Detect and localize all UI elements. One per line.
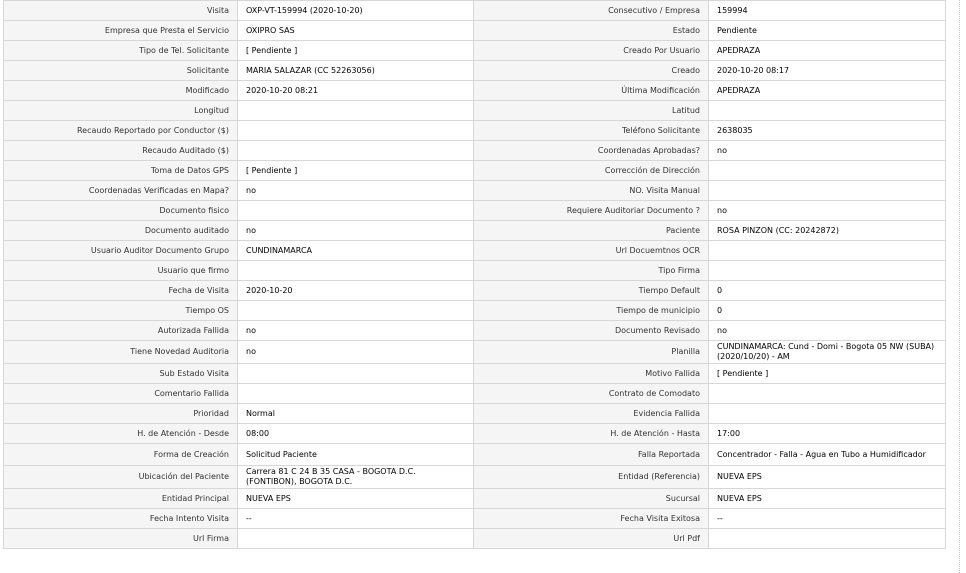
field-value: CUNDINAMARCA <box>238 241 474 261</box>
field-value: NUEVA EPS <box>709 466 946 489</box>
field-label: Última Modificación <box>474 81 709 101</box>
table-row <box>4 61 946 81</box>
field-label: Contrato de Comodato <box>474 384 709 404</box>
field-label: Creado Por Usuario <box>474 41 709 61</box>
field-label: Empresa que Presta el Servicio <box>4 21 238 41</box>
field-label: Fecha de Visita <box>4 281 238 301</box>
field-value: 0 <box>709 281 946 301</box>
table-row <box>4 301 946 321</box>
field-label: Teléfono Solicitante <box>474 121 709 141</box>
field-label: Sub Estado Visita <box>4 364 238 384</box>
field-value: 159994 <box>709 1 946 21</box>
table-row <box>4 404 946 424</box>
field-label: Tipo Firma <box>474 261 709 281</box>
field-value <box>238 364 474 384</box>
field-value: [ Pendiente ] <box>238 41 474 61</box>
table-row <box>4 41 946 61</box>
field-label: Evidencia Fallida <box>474 404 709 424</box>
field-value <box>709 241 946 261</box>
field-value <box>709 101 946 121</box>
field-label: Usuario que firmo <box>4 261 238 281</box>
field-value: -- <box>709 509 946 529</box>
visit-detail-body <box>4 1 946 549</box>
field-value <box>709 404 946 424</box>
field-value <box>709 181 946 201</box>
field-value: OXP-VT-159994 (2020-10-20) <box>238 1 474 21</box>
field-label: Recaudo Auditado ($) <box>4 141 238 161</box>
field-label: Entidad Principal <box>4 489 238 509</box>
table-row <box>4 261 946 281</box>
field-label: Motivo Fallida <box>474 364 709 384</box>
field-value: APEDRAZA <box>709 41 946 61</box>
field-label: Coordenadas Verificadas en Mapa? <box>4 181 238 201</box>
field-value: no <box>238 321 474 341</box>
field-value <box>238 261 474 281</box>
table-row <box>4 21 946 41</box>
field-label: Planilla <box>474 341 709 364</box>
page-edge-divider <box>959 0 960 573</box>
field-label: Tiempo Default <box>474 281 709 301</box>
field-label: Falla Reportada <box>474 444 709 466</box>
field-value: Solicitud Paciente <box>238 444 474 466</box>
field-value: Normal <box>238 404 474 424</box>
field-label: Forma de Creación <box>4 444 238 466</box>
field-label: Usuario Auditor Documento Grupo <box>4 241 238 261</box>
field-label: Tipo de Tel. Solicitante <box>4 41 238 61</box>
field-label: Latitud <box>474 101 709 121</box>
table-row <box>4 201 946 221</box>
field-value: 17:00 <box>709 424 946 444</box>
field-label: Tiempo OS <box>4 301 238 321</box>
field-value <box>709 384 946 404</box>
table-row <box>4 141 946 161</box>
field-label: Comentario Fallida <box>4 384 238 404</box>
field-label: Longitud <box>4 101 238 121</box>
field-value: MARIA SALAZAR (CC 52263056) <box>238 61 474 81</box>
field-value: CUNDINAMARCA: Cund - Domi - Bogota 05 NW (SUBA) (2020/10/20) - AM <box>709 341 946 364</box>
field-value <box>709 161 946 181</box>
field-label: H. de Atención - Desde <box>4 424 238 444</box>
field-label: Modificado <box>4 81 238 101</box>
field-value: 2020-10-20 <box>238 281 474 301</box>
field-label: Url Firma <box>4 529 238 549</box>
field-value: no <box>238 181 474 201</box>
table-row <box>4 364 946 384</box>
field-value: 0 <box>709 301 946 321</box>
field-value: [ Pendiente ] <box>238 161 474 181</box>
table-row <box>4 161 946 181</box>
field-label: Autorizada Fallida <box>4 321 238 341</box>
field-label: Estado <box>474 21 709 41</box>
field-label: Solicitante <box>4 61 238 81</box>
field-label: Prioridad <box>4 404 238 424</box>
field-label: Fecha Intento Visita <box>4 509 238 529</box>
field-value: 08:00 <box>238 424 474 444</box>
field-value: [ Pendiente ] <box>709 364 946 384</box>
field-value: OXIPRO SAS <box>238 21 474 41</box>
field-value: no <box>709 141 946 161</box>
field-value: Concentrador - Falla - Agua en Tubo a Humidificador <box>709 444 946 466</box>
table-row <box>4 221 946 241</box>
table-row <box>4 121 946 141</box>
table-row <box>4 1 946 21</box>
table-row <box>4 529 946 549</box>
field-value: ROSA PINZON (CC: 20242872) <box>709 221 946 241</box>
field-label: Consecutivo / Empresa <box>474 1 709 21</box>
field-label: H. de Atención - Hasta <box>474 424 709 444</box>
field-value: 2638035 <box>709 121 946 141</box>
field-label: Documento Revisado <box>474 321 709 341</box>
field-label: Requiere Auditoriar Documento ? <box>474 201 709 221</box>
field-value: Pendiente <box>709 21 946 41</box>
field-value <box>238 101 474 121</box>
table-row <box>4 341 946 364</box>
field-label: Documento fisico <box>4 201 238 221</box>
field-label: Toma de Datos GPS <box>4 161 238 181</box>
table-row <box>4 384 946 404</box>
table-row <box>4 444 946 466</box>
visit-detail-table <box>3 0 946 549</box>
field-value <box>238 301 474 321</box>
table-row <box>4 241 946 261</box>
field-label: Ubicación del Paciente <box>4 466 238 489</box>
field-value: Carrera 81 C 24 B 35 CASA - BOGOTA D.C. (FONTIBON), BOGOTA D.C. <box>238 466 474 489</box>
field-value: APEDRAZA <box>709 81 946 101</box>
table-row <box>4 509 946 529</box>
field-label: Sucursal <box>474 489 709 509</box>
field-value <box>709 529 946 549</box>
field-label: Url Docuemtnos OCR <box>474 241 709 261</box>
field-label: Paciente <box>474 221 709 241</box>
field-value: 2020-10-20 08:21 <box>238 81 474 101</box>
table-row <box>4 424 946 444</box>
field-value: 2020-10-20 08:17 <box>709 61 946 81</box>
table-row <box>4 181 946 201</box>
field-value: NUEVA EPS <box>709 489 946 509</box>
field-value: no <box>709 201 946 221</box>
field-value <box>238 529 474 549</box>
field-value <box>238 384 474 404</box>
field-label: Url Pdf <box>474 529 709 549</box>
table-row <box>4 466 946 489</box>
field-value <box>709 261 946 281</box>
field-value: -- <box>238 509 474 529</box>
field-label: Recaudo Reportado por Conductor ($) <box>4 121 238 141</box>
field-value: no <box>238 341 474 364</box>
field-label: Coordenadas Aprobadas? <box>474 141 709 161</box>
field-value: no <box>238 221 474 241</box>
table-row <box>4 101 946 121</box>
field-value <box>238 201 474 221</box>
field-value: NUEVA EPS <box>238 489 474 509</box>
field-value: no <box>709 321 946 341</box>
field-label: Visita <box>4 1 238 21</box>
field-label: Fecha Visita Exitosa <box>474 509 709 529</box>
table-row <box>4 489 946 509</box>
field-label: NO. Visita Manual <box>474 181 709 201</box>
table-row <box>4 81 946 101</box>
field-label: Entidad (Referencia) <box>474 466 709 489</box>
field-label: Documento auditado <box>4 221 238 241</box>
field-value <box>238 121 474 141</box>
field-value <box>238 141 474 161</box>
table-row <box>4 281 946 301</box>
field-label: Tiene Novedad Auditoria <box>4 341 238 364</box>
field-label: Creado <box>474 61 709 81</box>
table-row <box>4 321 946 341</box>
field-label: Tiempo de municipio <box>474 301 709 321</box>
field-label: Corrección de Dirección <box>474 161 709 181</box>
